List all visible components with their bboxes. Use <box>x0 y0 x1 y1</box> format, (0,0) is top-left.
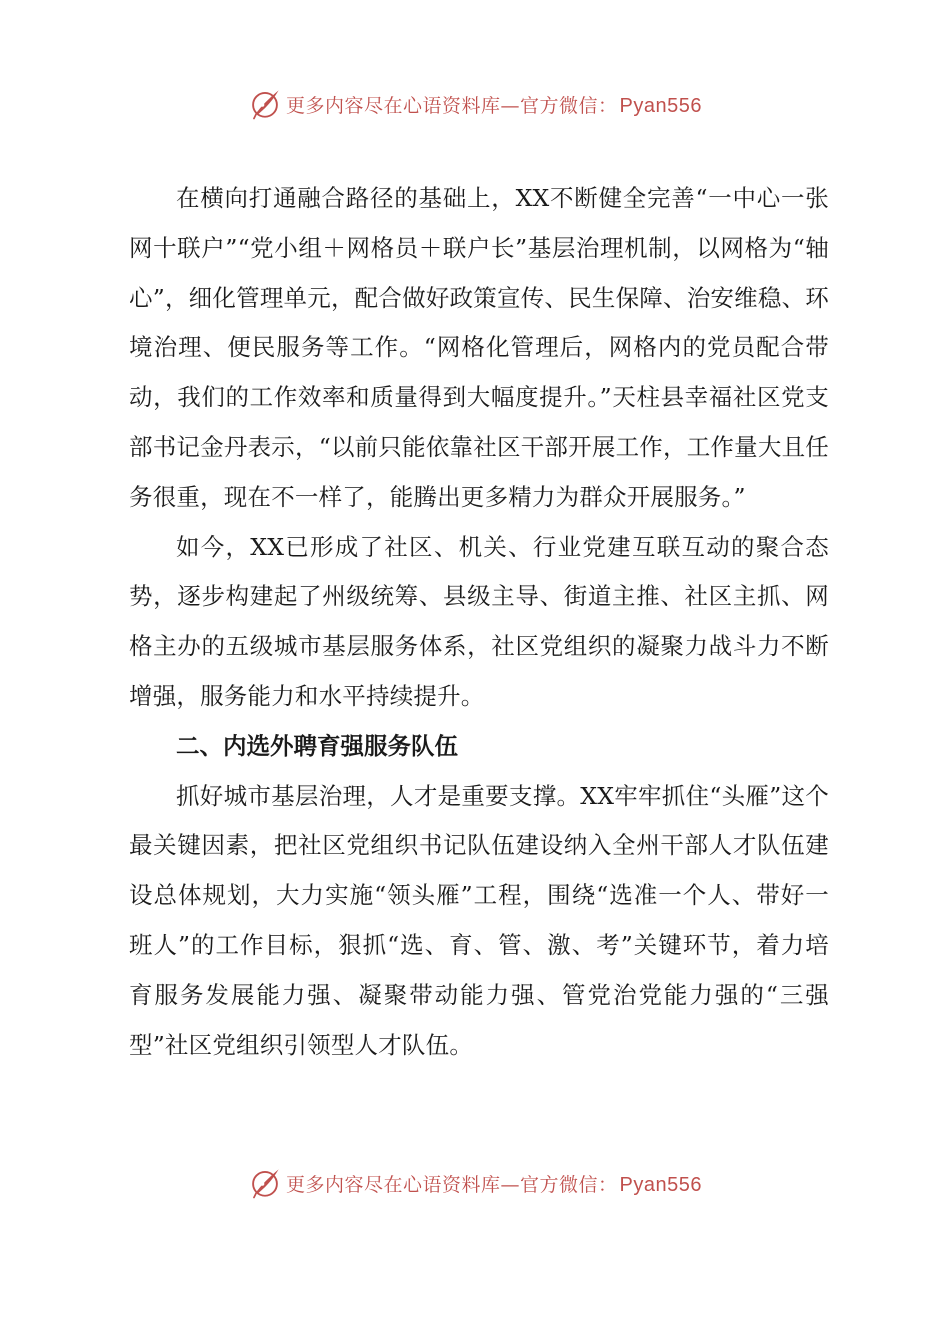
paragraph: 如今，XX已形成了社区、机关、行业党建互联互动的聚合态势，逐步构建起了州级统筹、县级主导、街道主推、社区主抓、网格主办的五级城市基层服务体系，社区党组织的凝聚力战斗力不断增强，服务能力和水平持续提升。 <box>129 532 829 710</box>
footer-banner <box>0 1163 950 1203</box>
section-heading: 二、内选外聘育强服务队伍 <box>176 731 458 760</box>
document-body <box>129 174 829 1070</box>
banner-text: 更多内容尽在心语资料库—官方微信： Pyan556 <box>286 94 702 117</box>
paragraph: 抓好城市基层治理，人才是重要支撑。XX牢牢抓住“头雁”这个最关键因素，把社区党组织书记队伍建设纳入全州干部人才队伍建设总体规划，大力实施“领头雁”工程，围绕“选准一个人、带好一班人”的工作目标，狠抓“选、育、管、激、考”关键环节，着力培育服务发展能力强、凝聚带动能力强、管党治党能力强的“三强型”社区党组织引领型人才队伍。 <box>129 781 829 1059</box>
red-quill-logo-icon <box>248 1166 282 1200</box>
wechat-id: Pyan556 <box>619 94 702 117</box>
header-banner <box>0 84 950 124</box>
red-quill-logo-icon <box>248 87 282 121</box>
banner-text: 更多内容尽在心语资料库—官方微信： Pyan556 <box>286 1173 702 1196</box>
paragraph: 在横向打通融合路径的基础上，XX不断健全完善“一中心一张网十联户”“党小组＋网格员＋联户长”基层治理机制，以网格为“轴心”，细化管理单元，配合做好政策宣传、民生保障、治安维稳、环境治理、便民服务等工作。“网格化管理后，网格内的党员配合带动，我们的工作效率和质量得到大幅度提升。”天柱县幸福社区党支部书记金丹表示，“以前只能依靠社区干部开展工作，工作量大且任务很重，现在不一样了，能腾出更多精力为群众开展服务。” <box>129 184 829 511</box>
wechat-id: Pyan556 <box>619 1173 702 1196</box>
